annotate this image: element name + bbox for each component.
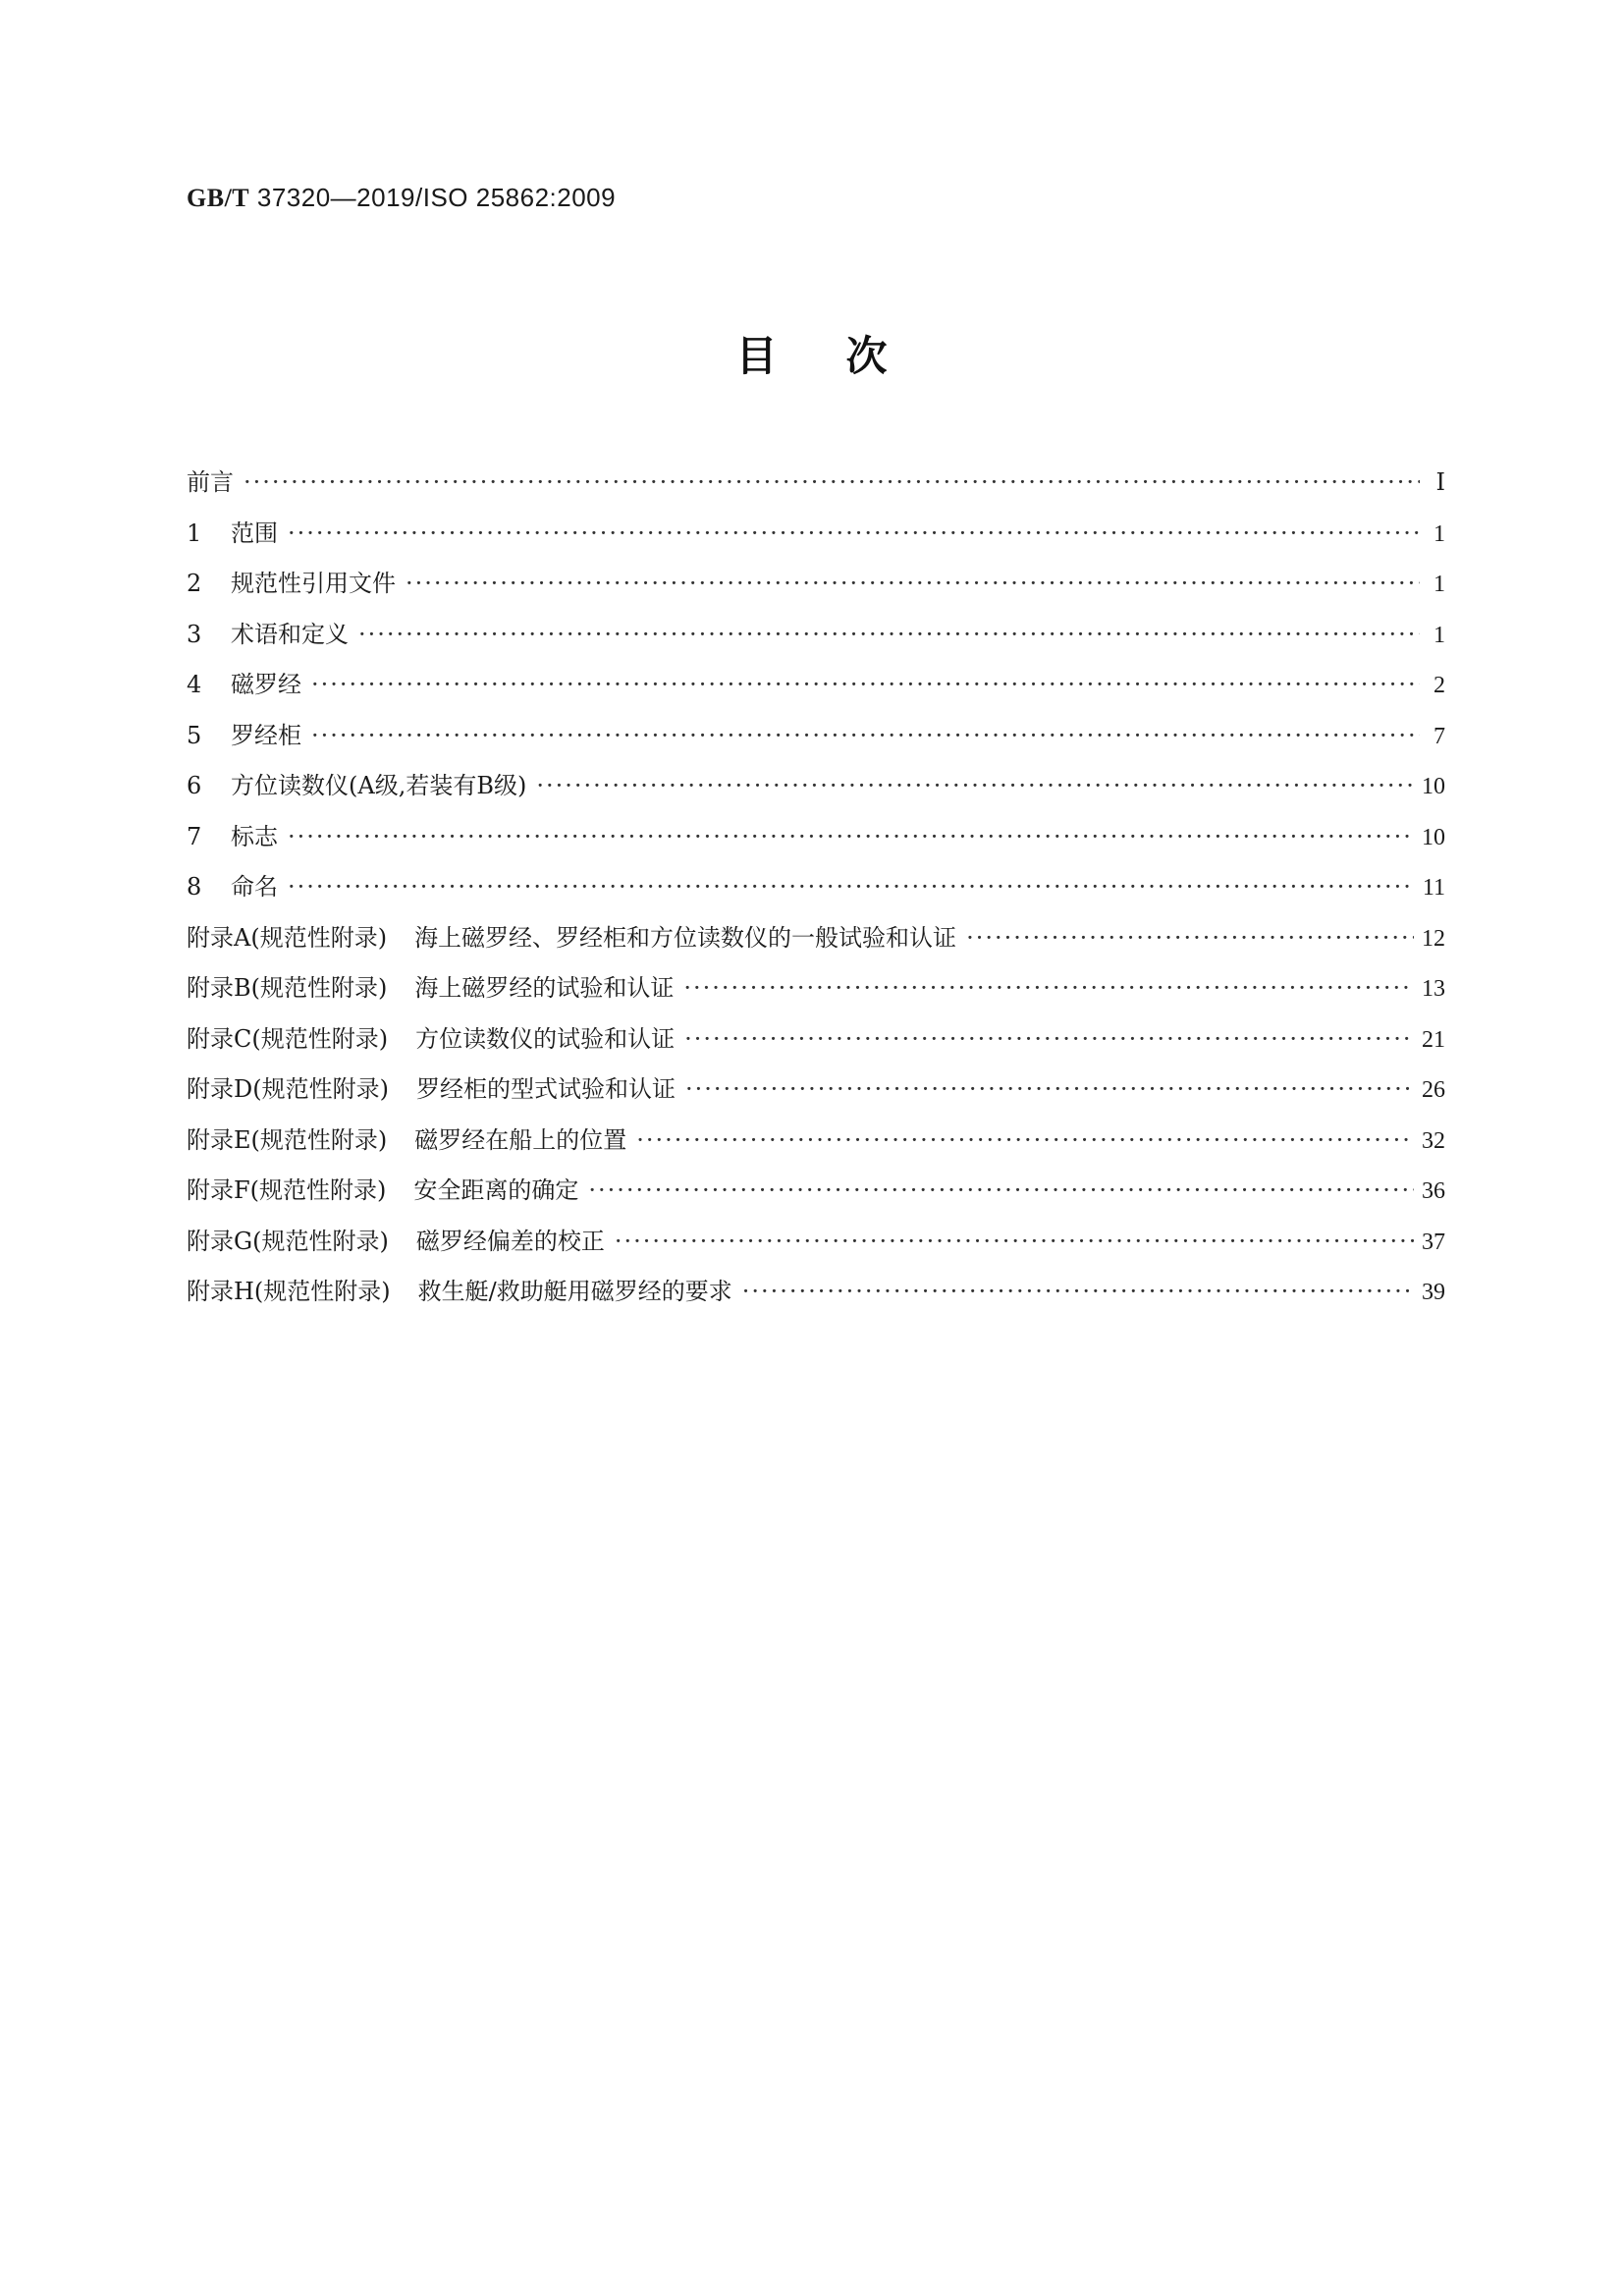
toc-entry-label: 标志 [231,822,278,850]
toc-dot-leader [684,1014,1414,1066]
toc-entry-title [187,1014,675,1066]
toc-entry-label: 罗经柜的型式试验和认证 [415,1075,676,1103]
toc-page-number: 10 [1422,774,1445,799]
toc-entry[interactable] [187,812,1445,863]
toc-entry-label: 磁罗经偏差的校正 [415,1227,605,1255]
toc-entry-title [187,963,674,1014]
toc-entry-label: 前言 [187,468,234,496]
toc-entry-title [187,1116,626,1167]
toc-dot-leader [536,761,1414,812]
toc-entry-number: 2 [187,570,202,597]
toc-entry[interactable] [187,660,1445,711]
toc-entry-annex: 附录C(规范性附录) [187,1024,389,1053]
toc-page-number: 26 [1422,1077,1445,1103]
toc-entry-number: 1 [187,519,202,547]
toc-entry[interactable] [187,458,1445,509]
toc-entry[interactable] [187,1166,1445,1217]
toc-entry-title [187,1166,578,1217]
toc-entry-label: 规范性引用文件 [231,570,396,597]
toc-dot-leader [742,1267,1414,1318]
toc-dot-leader [311,660,1420,711]
toc-entry-label: 方位读数仪(A级,若装有B级) [231,772,527,799]
toc-dot-leader [288,862,1415,913]
toc-entry-title [187,862,278,913]
toc-entry-title [187,1217,605,1268]
toc-entry-title [187,1065,676,1116]
toc-entry-title [187,1267,732,1318]
toc-dot-leader [358,610,1420,661]
toc-entry-title [187,559,396,610]
toc-page-number: 32 [1422,1127,1445,1154]
toc-entry-annex: 附录A(规范性附录) [187,923,388,952]
toc-entry-title [187,660,301,711]
table-of-contents [187,458,1445,1318]
toc-entry[interactable] [187,1267,1445,1318]
toc-entry-label: 海上磁罗经、罗经柜和方位读数仪的一般试验和认证 [414,923,957,952]
toc-entry-title [187,761,526,812]
toc-entry-title [187,711,301,762]
toc-entry-number: 6 [187,772,202,799]
toc-page-number: 39 [1422,1280,1445,1305]
toc-entry[interactable] [187,963,1445,1014]
toc-entry-title [187,509,278,560]
toc-entry[interactable] [187,862,1445,913]
toc-entry-number: 5 [187,721,202,749]
toc-page-number: 2 [1434,673,1445,698]
toc-entry-label: 磁罗经 [231,671,301,698]
toc-entry[interactable] [187,1014,1445,1066]
toc-dot-leader [685,1065,1414,1116]
toc-entry-number: 7 [187,822,202,850]
toc-entry-title [187,610,349,661]
toc-entry[interactable] [187,509,1445,560]
toc-entry-label: 安全距离的确定 [413,1176,579,1204]
toc-dot-leader [288,509,1420,560]
toc-page-number: 1 [1434,622,1445,648]
toc-dot-leader [243,458,1420,509]
toc-page-number: 21 [1422,1026,1445,1053]
toc-entry-annex: 附录G(规范性附录) [187,1227,389,1255]
toc-page-number: 7 [1434,723,1445,749]
toc-dot-leader [636,1116,1414,1167]
toc-entry-number: 3 [187,620,202,648]
toc-dot-leader [615,1217,1414,1268]
toc-page-number: 36 [1422,1178,1445,1204]
toc-entry-label: 方位读数仪的试验和认证 [415,1024,676,1053]
toc-dot-leader [683,963,1414,1014]
toc-entry-title [187,812,278,863]
toc-entry-label: 命名 [231,873,278,901]
toc-dot-leader [588,1166,1414,1217]
toc-entry[interactable] [187,1116,1445,1167]
toc-page-number: 10 [1422,824,1445,850]
toc-entry-title [187,458,234,509]
toc-page-number: 1 [1434,520,1445,547]
toc-page-number: 11 [1422,875,1445,901]
toc-entry[interactable] [187,913,1445,964]
standard-code-rest: 37320—2019/ISO 25862:2009 [249,183,617,212]
toc-entry-number: 8 [187,873,202,901]
page-title: 目次 [735,332,956,380]
toc-dot-leader [311,711,1420,762]
toc-page-number: 37 [1422,1229,1445,1255]
toc-entry-annex: 附录F(规范性附录) [187,1176,387,1204]
toc-entry-label: 救生艇/救助艇用磁罗经的要求 [417,1278,732,1305]
toc-entry-annex: 附录E(规范性附录) [187,1125,388,1154]
toc-entry-number: 4 [187,671,202,698]
toc-dot-leader [966,913,1414,964]
toc-entry-label: 范围 [231,519,278,547]
toc-entry-annex: 附录H(规范性附录) [187,1278,391,1305]
toc-entry[interactable] [187,1065,1445,1116]
toc-page-number: 13 [1422,976,1445,1002]
toc-entry[interactable] [187,1217,1445,1268]
toc-entry[interactable] [187,610,1445,661]
toc-entry-label: 术语和定义 [231,620,349,648]
toc-entry[interactable] [187,761,1445,812]
toc-entry[interactable] [187,559,1445,610]
toc-entry-label: 海上磁罗经的试验和认证 [414,974,675,1002]
toc-entry-title [187,913,956,964]
toc-entry-annex: 附录B(规范性附录) [187,974,388,1002]
toc-entry-label: 磁罗经在船上的位置 [414,1125,627,1154]
standard-number [187,183,616,213]
standard-code-prefix: GB/T [187,184,250,212]
toc-entry-annex: 附录D(规范性附录) [187,1075,389,1103]
toc-page-number: 1 [1434,572,1445,597]
toc-dot-leader [288,812,1414,863]
toc-page-number: Ⅰ [1435,470,1445,496]
toc-page-number: 12 [1422,925,1445,952]
toc-entry[interactable] [187,711,1445,762]
toc-dot-leader [406,559,1420,610]
toc-entry-label: 罗经柜 [231,721,301,749]
